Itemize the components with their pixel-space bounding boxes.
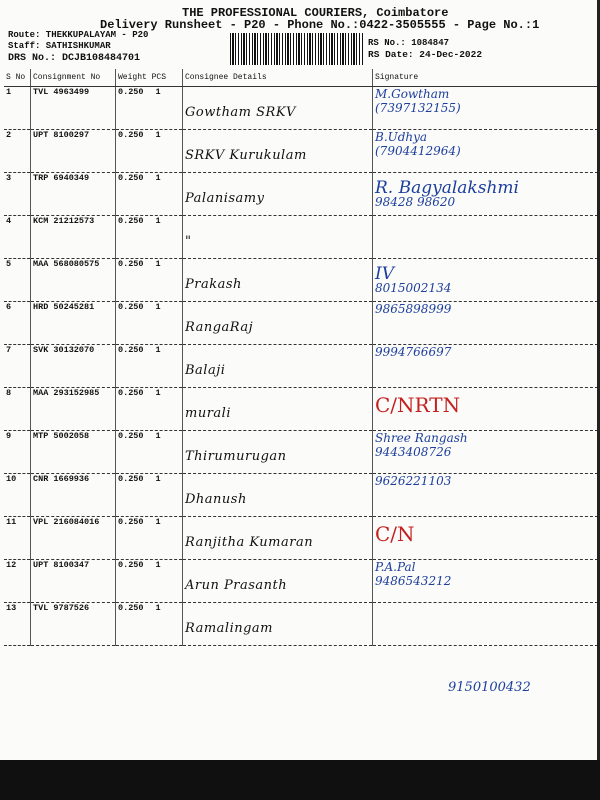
cell-sno: 12: [4, 560, 31, 603]
cell-signature: [373, 216, 599, 259]
cell-weight: [116, 130, 183, 173]
signature-text: C/N: [375, 522, 415, 546]
cell-consignee: [183, 388, 373, 431]
pcs-value: 1: [155, 431, 161, 441]
table-row: [4, 87, 598, 130]
cell-sno: 2: [4, 130, 31, 173]
weight-value: 0.250: [118, 216, 144, 226]
table-row: [4, 431, 598, 474]
signature-text: IV: [375, 264, 394, 284]
cell-sno: 9: [4, 431, 31, 474]
consignee-name: murali: [185, 406, 231, 421]
pcs-value: 1: [155, 87, 161, 97]
cell-consignee: [183, 603, 373, 646]
table-row: [4, 560, 598, 603]
cell-consignment: SVK 30132070: [31, 345, 116, 388]
cell-weight: [116, 517, 183, 560]
table-body: [4, 87, 598, 646]
col-sno: S No: [4, 69, 31, 87]
cell-sno: 10: [4, 474, 31, 517]
consignee-name: Ranjitha Kumaran: [185, 535, 314, 550]
cell-weight: [116, 87, 183, 130]
weight-value: 0.250: [118, 517, 144, 527]
col-weight: [116, 69, 183, 87]
pcs-value: 1: [155, 216, 161, 226]
signature-text: P.A.Pal: [375, 560, 416, 574]
weight-value: 0.250: [118, 130, 144, 140]
col-consignee: Consignee Details: [183, 69, 373, 87]
cell-signature: [373, 130, 599, 173]
cell-sno: 1: [4, 87, 31, 130]
cell-consignment: UPT 8100297: [31, 130, 116, 173]
pcs-value: 1: [155, 130, 161, 140]
cell-consignee: [183, 216, 373, 259]
table-row: [4, 517, 598, 560]
weight-value: 0.250: [118, 345, 144, 355]
cell-consignee: [183, 474, 373, 517]
cell-weight: [116, 431, 183, 474]
cell-sno: 5: [4, 259, 31, 302]
route-label: Route: THEKKUPALAYAM - P20: [8, 30, 149, 40]
consignee-name: Gowtham SRKV: [185, 105, 296, 120]
cell-consignment: UPT 8100347: [31, 560, 116, 603]
pcs-value: 1: [155, 603, 161, 613]
consignee-name: Ramalingam: [185, 621, 274, 636]
pcs-value: 1: [155, 345, 161, 355]
cell-signature: [373, 474, 599, 517]
consignee-name: RangaRaj: [185, 320, 254, 335]
table-row: [4, 474, 598, 517]
sheet-title: THE PROFESSIONAL COURIERS, Coimbatore: [182, 6, 449, 20]
cell-consignment: MAA 568080575: [31, 259, 116, 302]
signature-text: R. Bagyalakshmi: [375, 178, 519, 198]
runsheet-table: [4, 69, 598, 646]
weight-value: 0.250: [118, 474, 144, 484]
pcs-value: 1: [155, 302, 161, 312]
signature-phone: 8015002134: [375, 281, 452, 295]
weight-value: 0.250: [118, 302, 144, 312]
weight-value: 0.250: [118, 388, 144, 398]
trailing-phone: 9150100432: [448, 680, 531, 695]
col-weight-label: Weight: [118, 73, 147, 82]
cell-consignee: [183, 302, 373, 345]
cell-signature: [373, 431, 599, 474]
cell-consignee: [183, 560, 373, 603]
weight-value: 0.250: [118, 560, 144, 570]
signature-text: M.Gowtham: [375, 87, 450, 101]
pcs-value: 1: [155, 560, 161, 570]
cell-consignment: MTP 5002058: [31, 431, 116, 474]
col-consignment: Consignment No: [31, 69, 116, 87]
table-row: [4, 603, 598, 646]
cell-weight: [116, 560, 183, 603]
consignee-name: ": [185, 234, 192, 249]
staff-label: Staff: SATHISHKUMAR: [8, 41, 111, 51]
cell-consignment: HRD 50245281: [31, 302, 116, 345]
signature-phone: 9626221103: [375, 474, 452, 488]
cell-consignee: [183, 431, 373, 474]
cell-signature: [373, 388, 599, 431]
cell-consignee: [183, 130, 373, 173]
cell-consignment: MAA 293152985: [31, 388, 116, 431]
table-row: [4, 302, 598, 345]
cell-consignment: TVL 4963499: [31, 87, 116, 130]
weight-value: 0.250: [118, 259, 144, 269]
consignee-name: Thirumurugan: [185, 449, 287, 464]
table-row: [4, 259, 598, 302]
consignee-name: Prakash: [185, 277, 242, 292]
signature-phone: 9486543212: [375, 574, 452, 588]
consignee-name: Dhanush: [185, 492, 247, 507]
consignee-name: Palanisamy: [185, 191, 265, 206]
cell-weight: [116, 474, 183, 517]
table-row: [4, 173, 598, 216]
cell-consignee: [183, 345, 373, 388]
table-row: [4, 130, 598, 173]
cell-signature: [373, 345, 599, 388]
cell-weight: [116, 216, 183, 259]
sheet-subtitle: Delivery Runsheet - P20 - Phone No.:0422-3505555 - Page No.:1: [100, 18, 540, 32]
cell-sno: 3: [4, 173, 31, 216]
table-row: [4, 388, 598, 431]
weight-value: 0.250: [118, 431, 144, 441]
cell-consignment: TVL 9787526: [31, 603, 116, 646]
cell-consignment: CNR 1669936: [31, 474, 116, 517]
pcs-value: 1: [155, 259, 161, 269]
weight-value: 0.250: [118, 173, 144, 183]
consignee-name: Balaji: [185, 363, 226, 378]
signature-text: C/NRTN: [375, 393, 461, 417]
drs-number: DRS No.: DCJB108484701: [8, 53, 141, 64]
table-header-row: [4, 69, 598, 87]
signature-phone: 98428 98620: [375, 195, 456, 209]
cell-sno: 6: [4, 302, 31, 345]
cell-weight: [116, 388, 183, 431]
cell-weight: [116, 173, 183, 216]
scan-shadow: [0, 760, 600, 800]
cell-consignment: VPL 216084016: [31, 517, 116, 560]
cell-sno: 7: [4, 345, 31, 388]
cell-consignee: [183, 259, 373, 302]
rs-date: RS Date: 24-Dec-2022: [368, 49, 483, 60]
cell-signature: [373, 603, 599, 646]
cell-sno: 11: [4, 517, 31, 560]
pcs-value: 1: [155, 388, 161, 398]
table-row: [4, 345, 598, 388]
barcode: [230, 33, 363, 65]
pcs-value: 1: [155, 173, 161, 183]
cell-consignment: TRP 6940349: [31, 173, 116, 216]
cell-signature: [373, 173, 599, 216]
signature-phone: (7904412964): [375, 144, 461, 158]
pcs-value: 1: [155, 474, 161, 484]
signature-phone: 9865898999: [375, 302, 452, 316]
cell-weight: [116, 259, 183, 302]
cell-signature: [373, 87, 599, 130]
cell-weight: [116, 302, 183, 345]
cell-sno: 13: [4, 603, 31, 646]
weight-value: 0.250: [118, 87, 144, 97]
cell-signature: [373, 517, 599, 560]
signature-phone: 9443408726: [375, 445, 452, 459]
signature-phone: 9994766697: [375, 345, 452, 359]
cell-signature: [373, 302, 599, 345]
cell-sno: 8: [4, 388, 31, 431]
col-signature: Signature: [373, 69, 599, 87]
weight-value: 0.250: [118, 603, 144, 613]
cell-signature: [373, 259, 599, 302]
cell-consignee: [183, 517, 373, 560]
cell-consignment: KCM 21212573: [31, 216, 116, 259]
signature-phone: (7397132155): [375, 101, 461, 115]
signature-text: B.Udhya: [375, 130, 428, 144]
table-row: [4, 216, 598, 259]
cell-weight: [116, 603, 183, 646]
consignee-name: Arun Prasanth: [185, 578, 288, 593]
cell-consignee: [183, 173, 373, 216]
cell-signature: [373, 560, 599, 603]
consignee-name: SRKV Kurukulam: [185, 148, 307, 163]
cell-sno: 4: [4, 216, 31, 259]
col-pcs-label: PCS: [151, 73, 167, 82]
signature-text: Shree Rangash: [375, 431, 468, 445]
rs-number: RS No.: 1084847: [368, 38, 450, 48]
cell-consignee: [183, 87, 373, 130]
pcs-value: 1: [155, 517, 161, 527]
cell-weight: [116, 345, 183, 388]
